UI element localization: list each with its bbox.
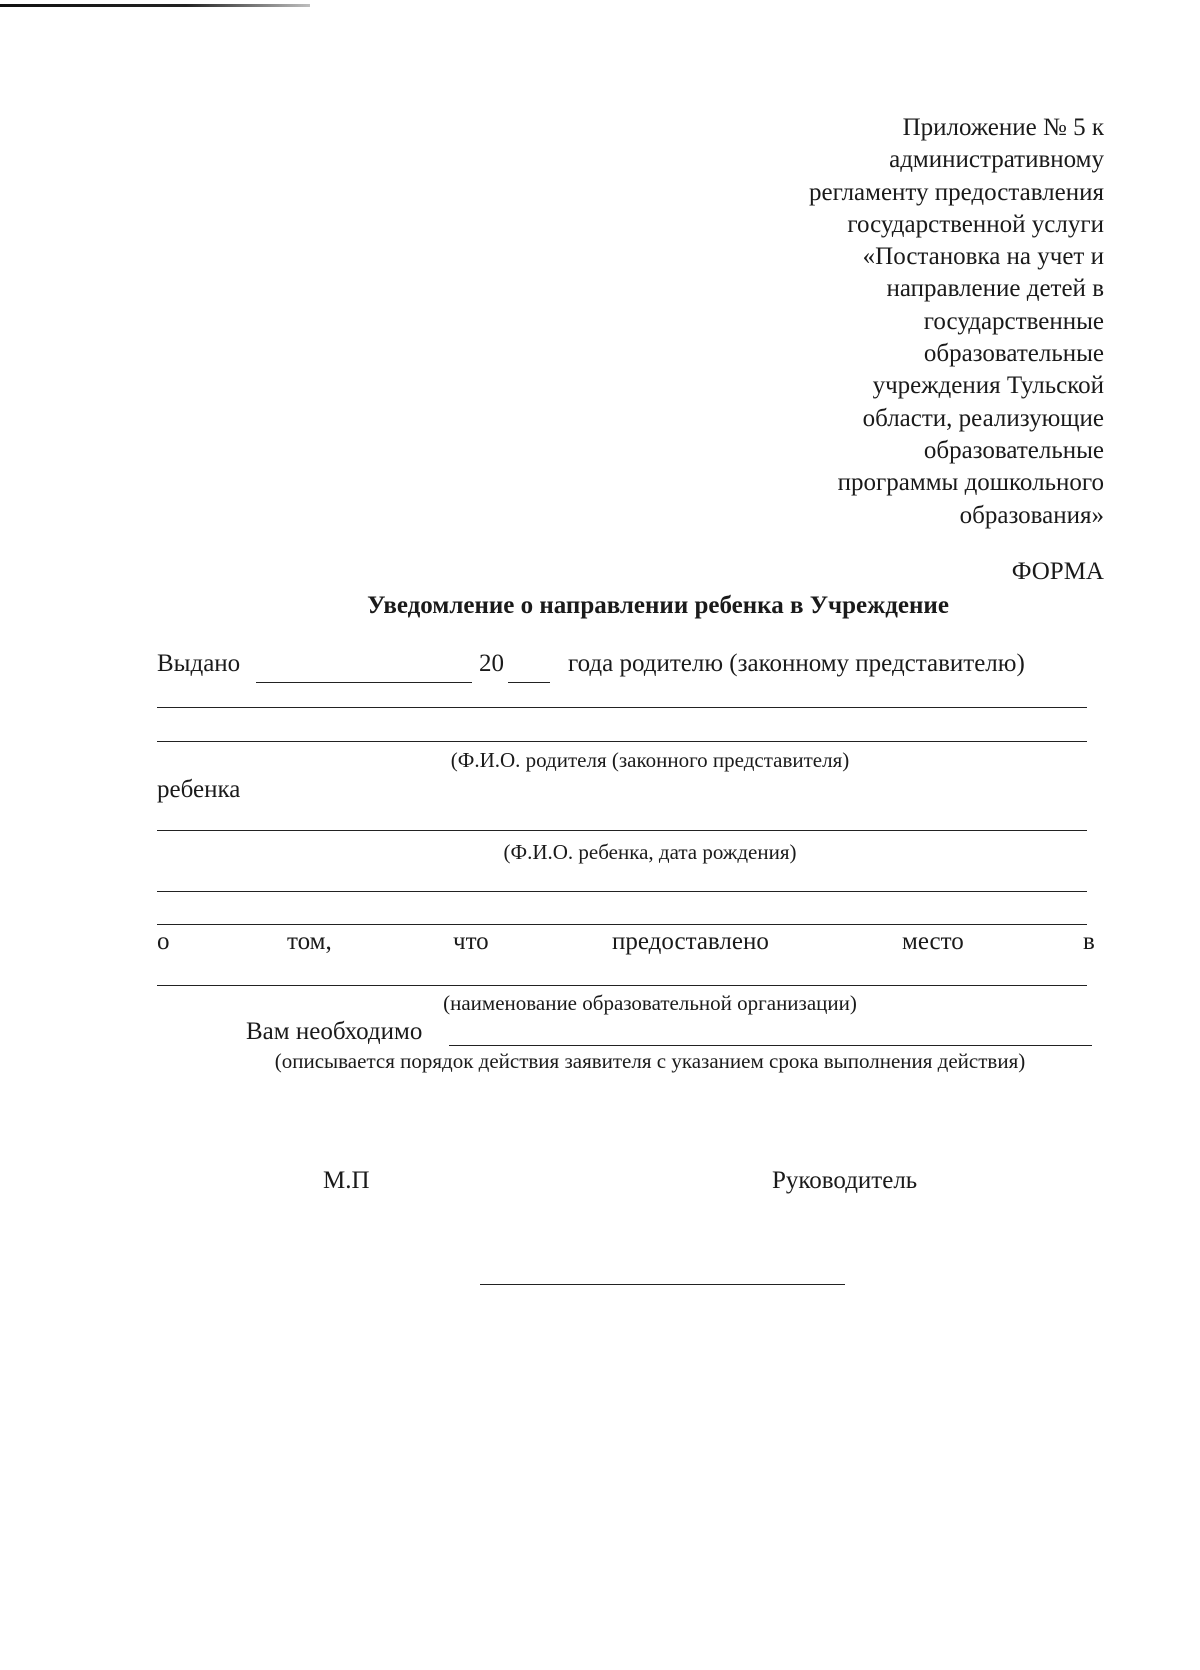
parent-name-line-1[interactable] <box>157 707 1087 708</box>
issued-word: Выдано <box>157 650 241 677</box>
issued-year-blank[interactable] <box>508 682 550 683</box>
document-title: Уведомление о направлении ребенка в Учреждение <box>367 592 949 619</box>
spread-word: что <box>453 928 489 955</box>
parent-caption: (Ф.И.О. родителя (законного представителя) <box>450 748 850 772</box>
organization-line[interactable] <box>157 985 1087 986</box>
appendix-line: области, реализующие <box>862 404 1104 432</box>
appendix-line: регламенту предоставления <box>808 178 1104 206</box>
spread-word: место <box>902 928 964 955</box>
appendix-line: учреждения Тульской <box>872 372 1104 400</box>
need-label: Вам необходимо <box>246 1018 423 1045</box>
appendix-line: образовательные <box>923 340 1104 368</box>
appendix-line: административному <box>889 146 1104 174</box>
extra-line-2[interactable] <box>157 924 1087 925</box>
appendix-line: направление детей в <box>886 275 1104 303</box>
stamp-label: М.П <box>323 1167 370 1194</box>
signature-line[interactable] <box>480 1284 845 1285</box>
issued-rest: года родителю (законному представителю) <box>568 650 1025 677</box>
appendix-header <box>624 112 1104 532</box>
extra-line-1[interactable] <box>157 891 1087 892</box>
issued-date-blank[interactable] <box>256 682 472 683</box>
appendix-line: образования» <box>959 501 1104 529</box>
child-caption: (Ф.И.О. ребенка, дата рождения) <box>503 840 797 864</box>
form-label: ФОРМА <box>1011 558 1104 585</box>
appendix-line: программы дошкольного <box>837 469 1104 497</box>
appendix-line: образовательные <box>923 436 1104 464</box>
parent-name-line-2[interactable] <box>157 741 1087 742</box>
spread-word: том, <box>287 928 332 955</box>
child-word: ребенка <box>157 776 241 803</box>
head-label: Руководитель <box>772 1167 918 1194</box>
organization-caption: (наименование образовательной организации) <box>443 991 857 1015</box>
scan-edge-mark <box>0 4 310 7</box>
need-line[interactable] <box>449 1045 1092 1046</box>
appendix-line: государственные <box>923 307 1104 335</box>
appendix-line: Приложение № 5 к <box>902 114 1104 141</box>
appendix-line: государственной услуги <box>847 210 1104 238</box>
spread-word: предоставлено <box>612 928 769 955</box>
child-name-line[interactable] <box>157 830 1087 831</box>
spread-word: о <box>157 928 170 955</box>
issued-year-prefix: 20 <box>479 650 504 677</box>
spread-word: в <box>1083 928 1095 955</box>
appendix-line: «Постановка на учет и <box>862 243 1104 271</box>
need-caption: (описывается порядок действия заявителя с указанием срока выполнения действия) <box>274 1049 1026 1073</box>
